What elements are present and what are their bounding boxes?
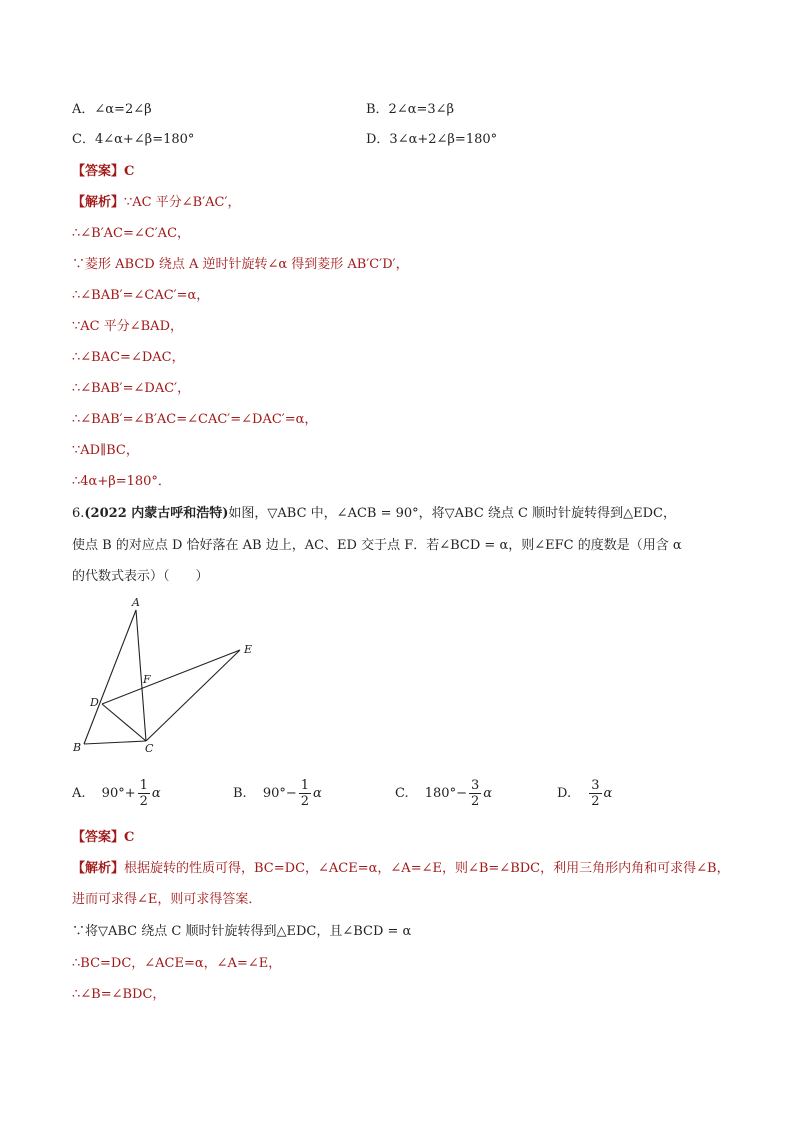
q6-option-c: C. 180°− $\frac{3}{2}$ α bbox=[395, 778, 493, 809]
option-c: C．4∠α+∠β=180° bbox=[72, 132, 195, 147]
fraction: $\frac{1}{2}$ bbox=[139, 778, 148, 809]
q5-analysis-line-6: ∴∠BAB′=∠DAC′， bbox=[72, 381, 191, 396]
geometry-figure bbox=[64, 592, 264, 760]
q6-analysis-line-4: ∴BC=DC，∠ACE=α，∠A=∠E， bbox=[72, 956, 282, 971]
option-b: B．2∠α=3∠β bbox=[366, 102, 455, 117]
q5-analysis-line-3: ∴∠BAB′=∠CAC′=α， bbox=[72, 288, 210, 303]
q5-analysis-line-4: ∵AC 平分∠BAD， bbox=[72, 319, 183, 334]
fraction: $\frac{1}{2}$ bbox=[300, 778, 310, 809]
label-b: B bbox=[73, 741, 82, 754]
q6-option-d: D. $\frac{3}{2}$ α bbox=[557, 778, 613, 809]
q5-answer bbox=[72, 163, 134, 181]
q5-analysis-line-8: ∵AD∥BC， bbox=[72, 443, 139, 458]
segment-ce bbox=[146, 650, 240, 741]
answer-tag: 【答案】 bbox=[72, 830, 125, 845]
question-source: (2022 内蒙古呼和浩特) bbox=[84, 506, 229, 521]
question-number: 6. bbox=[72, 506, 85, 521]
q5-analysis-line-7: ∴∠BAB′=∠B′AC=∠CAC′=∠DAC′=α， bbox=[72, 412, 318, 427]
q6-stem-line-1: 6.(2022 内蒙古呼和浩特)如图，▽ABC 中，∠ACB = 90°，将▽ABC 绕点 C 顺时针旋转得到△EDC， bbox=[72, 506, 676, 521]
q5-analysis-line-1: ∴∠B′AC=∠C′AC， bbox=[72, 226, 191, 241]
option-d: D．3∠α+2∠β=180° bbox=[366, 132, 498, 147]
label-a: A bbox=[132, 596, 140, 609]
q6-stem-line-2: 使点 B 的对应点 D 恰好落在 AB 边上，AC、ED 交于点 F．若∠BCD = α，则∠EFC 的度数是（用含 α bbox=[72, 538, 682, 553]
q5-analysis-line-5: ∴∠BAC=∠DAC， bbox=[72, 350, 185, 365]
q5-analysis-line-0: 【解析】∵AC 平分∠B′AC′， bbox=[72, 195, 241, 210]
q6-analysis-line-3: ∵将▽ABC 绕点 C 顺时针旋转得到△EDC，且∠BCD = α bbox=[72, 924, 412, 939]
label-c: C bbox=[145, 742, 154, 755]
segment-ab bbox=[84, 610, 136, 744]
q6-analysis-line-5: ∴∠B=∠BDC， bbox=[72, 987, 166, 1002]
fraction: $\frac{3}{2}$ bbox=[591, 778, 600, 809]
q5-analysis-line-9: ∴4α+β=180°． bbox=[72, 474, 171, 489]
answer-tag: 【答案】 bbox=[72, 164, 125, 179]
option-a: A．∠α=2∠β bbox=[72, 102, 152, 117]
label-f: F bbox=[143, 673, 151, 686]
answer-value: C bbox=[124, 164, 135, 179]
q6-answer bbox=[72, 829, 134, 847]
q5-analysis-line-2: ∵菱形 ABCD 绕点 A 逆时针旋转∠α 得到菱形 AB′C′D′， bbox=[72, 257, 409, 272]
label-e: E bbox=[244, 643, 253, 656]
label-d: D bbox=[90, 696, 99, 709]
q6-analysis-line-2: 进而可求得∠E，则可求得答案． bbox=[72, 892, 262, 907]
segment-dc bbox=[102, 704, 146, 741]
analysis-tag: 【解析】 bbox=[72, 861, 125, 876]
q6-analysis-line-1: 【解析】根据旋转的性质可得，BC=DC，∠ACE=α，∠A=∠E，则∠B=∠BDC，利用三角形内角和可求得∠B， bbox=[72, 861, 730, 876]
segment-de bbox=[102, 650, 240, 704]
q6-stem-line-3: 的代数式表示）（ ） bbox=[72, 569, 209, 584]
segment-bc bbox=[84, 741, 146, 744]
q6-option-b: B. 90°− $\frac{1}{2}$ α bbox=[233, 778, 322, 809]
q6-option-a: A. 90°+ $\frac{1}{2}$ α bbox=[72, 778, 161, 809]
fraction: $\frac{3}{2}$ bbox=[470, 778, 480, 809]
analysis-tag: 【解析】 bbox=[72, 195, 125, 210]
answer-value: C bbox=[124, 830, 135, 845]
